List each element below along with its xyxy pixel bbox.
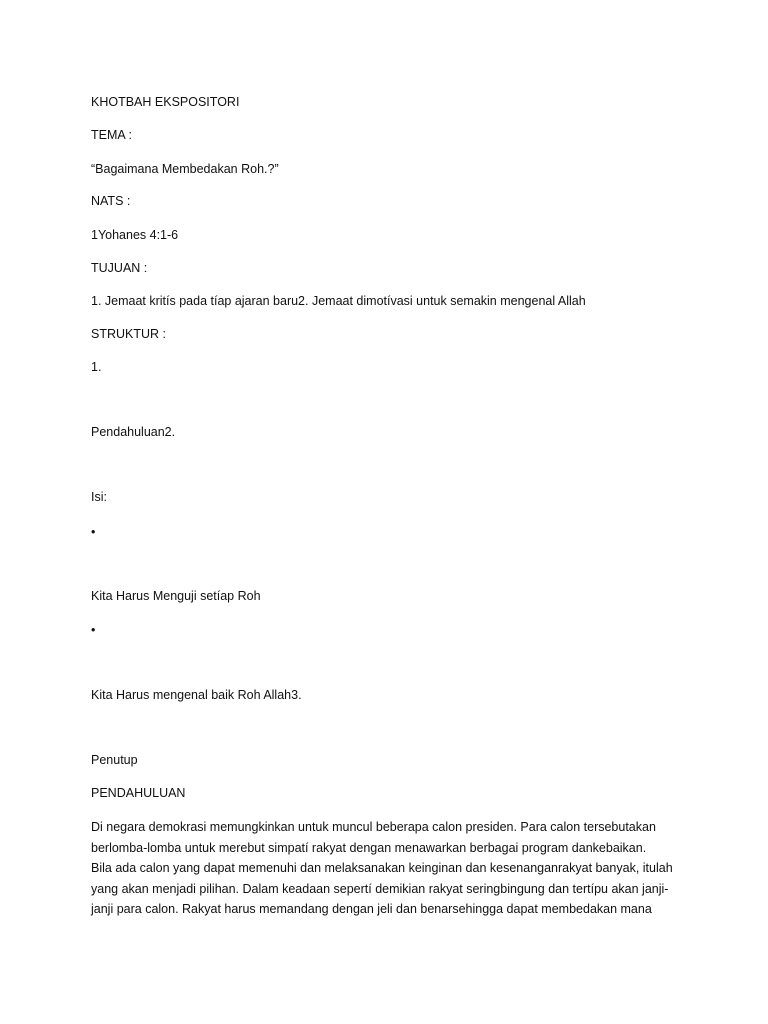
tema-label: TEMA : — [91, 128, 132, 142]
paragraph-line: yang akan menjadi pilihan. Dalam keadaan sepertí demikian rakyat seringbingung dan tertípu akan janji- — [91, 881, 669, 896]
paragraph-line: berlomba-lomba untuk merebut simpatí rakyat dengan menawarkan berbagai program dankebaikan. — [91, 840, 647, 855]
paragraph-line: janji para calon. Rakyat harus memandang dengan jeli dan benarsehingga dapat membedakan mana — [91, 902, 652, 916]
section-heading: PENDAHULUAN — [91, 786, 186, 800]
document-title: KHOTBAH EKSPOSITORI — [91, 95, 240, 109]
body-paragraph — [91, 817, 691, 920]
tujuan-label: TUJUAN : — [91, 261, 148, 275]
point-1: Kita Harus Menguji setíap Roh — [91, 589, 261, 603]
struktur-label: STRUKTUR : — [91, 327, 166, 341]
bullet-2: • — [91, 623, 96, 637]
tujuan-value: 1. Jemaat kritís pada tíap ajaran baru2. Jemaat dimotívasi untuk semakin mengenal Allah — [91, 294, 586, 308]
penutup-label: Penutup — [91, 753, 138, 767]
paragraph-line: Di negara demokrasi memungkinkan untuk muncul beberapa calon presiden. Para calon tersebutakan — [91, 820, 656, 834]
point-2: Kita Harus mengenal baik Roh Allah3. — [91, 688, 302, 702]
struktur-item-1: 1. — [91, 360, 102, 374]
tema-value: “Bagaimana Membedakan Roh.?” — [91, 162, 279, 176]
bullet-1: • — [91, 525, 96, 539]
isi-label: Isi: — [91, 490, 107, 504]
paragraph-line: Bila ada calon yang dapat memenuhi dan melaksanakan keinginan dan kesenanganrakyat banyak, itulah — [91, 861, 673, 875]
pendahuluan-item: Pendahuluan2. — [91, 425, 176, 439]
nats-value: 1Yohanes 4:1-6 — [91, 228, 179, 242]
nats-label: NATS : — [91, 194, 131, 208]
